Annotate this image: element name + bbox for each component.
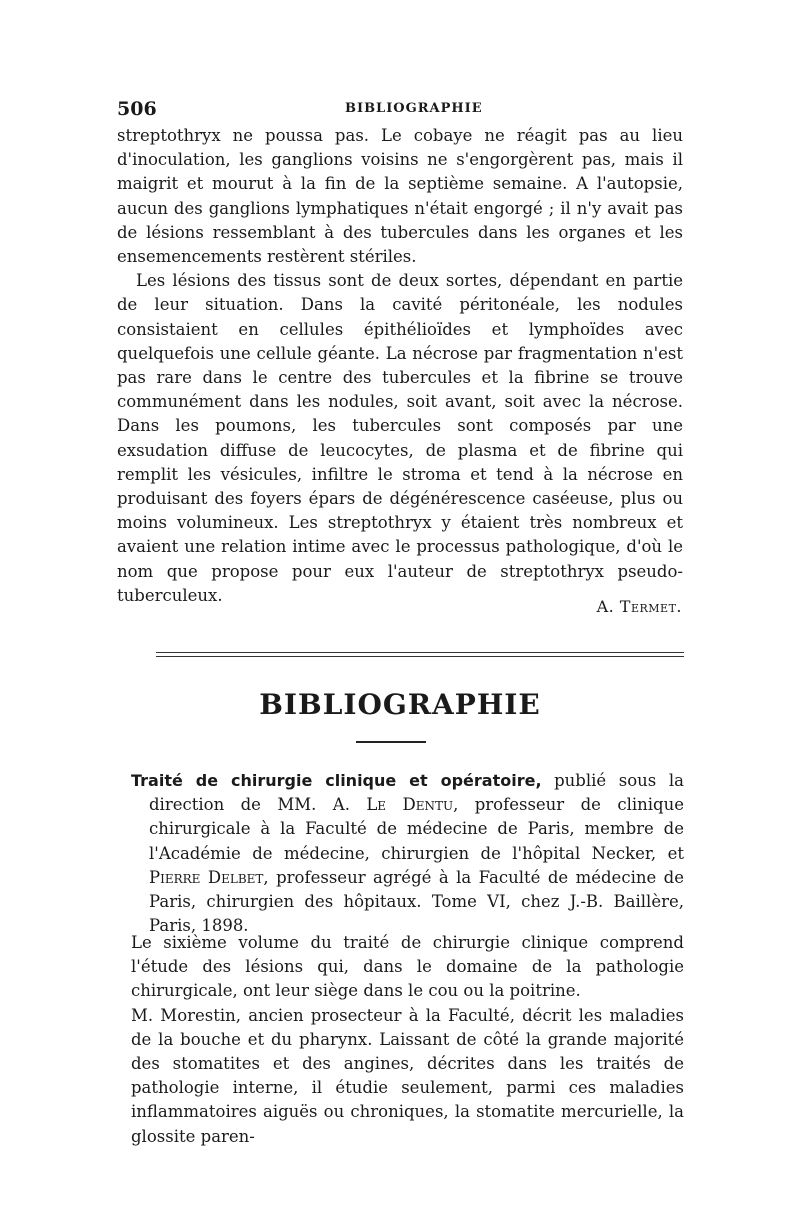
entry-text: publié sous la direction de MM. A. [149, 771, 684, 815]
section-divider-bottom [156, 656, 684, 657]
review-paragraph: Le sixième volume du traité de chirurgie clinique comprend l'étude des lésions qui, dans le domaine de la pathologie chirurgicale, ont leur siège dans le cou ou la poitrine. [131, 933, 684, 1001]
article-text [117, 124, 683, 608]
review-paragraph: M. Morestin, ancien prosecteur à la Faculté, décrit les maladies de la bouche et du pharynx. Laissant de côté la grande majorité des stomatites et des angines, décrites dans les traités de pathologie interne, il étudie seulement, parmi ces maladies inflammatoires aiguës ou chroniques, la stomatite mercurielle, la glossite paren- [131, 1005, 684, 1146]
book-title: Traité de chirurgie clinique et opératoire, [131, 771, 542, 790]
signature-initial: A. [596, 597, 615, 616]
entry-text: , professeur agrégé à la Faculté de médecine de Paris, chirurgien des hôpitaux. Tome VI, chez J.-B. Baillère, Paris, 1898. [149, 867, 685, 936]
page-number: 506 [117, 98, 157, 120]
editor-name: Le Dentu [366, 795, 454, 815]
bibliography-entry [131, 769, 684, 938]
section-divider-top [156, 652, 684, 653]
title-underline [356, 741, 426, 743]
article-paragraph: Les lésions des tissus sont de deux sortes, dépendant en partie de leur situation. Dans la cavité péritonéale, les nodules consistaient en cellules épithélioïdes et lymphoïdes avec quelquefois une cellule géante. La nécrose par fragmentation n'est pas rare dans le centre des tubercules et la fibrine se trouve communément dans les nodules, soit avant, soit avec la nécrose. Dans les poumons, les tubercules sont composés par une exsudation diffuse de leucocytes, de plasma et de fibrine qui remplit les vésicules, infiltre le stroma et tend à la nécrose en produisant des foyers épars de dégénérescence caséeuse, plus ou moins volumineux. Les streptothryx y étaient très nombreux et avaient une relation intime avec le processus pathologique, d'où le nom que propose pour eux l'auteur de streptothryx pseudo-tuberculeux. [117, 271, 683, 605]
entry-text: , professeur de clinique chirurgicale à la Faculté de médecine de Paris, membre de l'Académie de médecine, chirurgien de l'hôpital Necker, et [149, 795, 684, 863]
article-paragraph: streptothryx ne poussa pas. Le cobaye ne réagit pas au lieu d'inoculation, les ganglions voisins ne s'engorgèrent pas, mais il maigrit et mourut à la fin de la septième semaine. A l'autopsie, aucun des ganglions lymphatiques n'était engorgé ; il n'y avait pas de lésions ressemblant à des tubercules dans les organes et les ensemencements restèrent stériles. [117, 126, 683, 267]
signature-name: Termet. [619, 597, 682, 616]
editor-name: Pierre Delbet [149, 867, 264, 887]
section-title: BIBLIOGRAPHIE [259, 688, 541, 721]
page-header [117, 98, 683, 120]
author-signature [597, 597, 682, 616]
running-title: BIBLIOGRAPHIE [345, 101, 483, 116]
review-text [131, 931, 684, 1149]
